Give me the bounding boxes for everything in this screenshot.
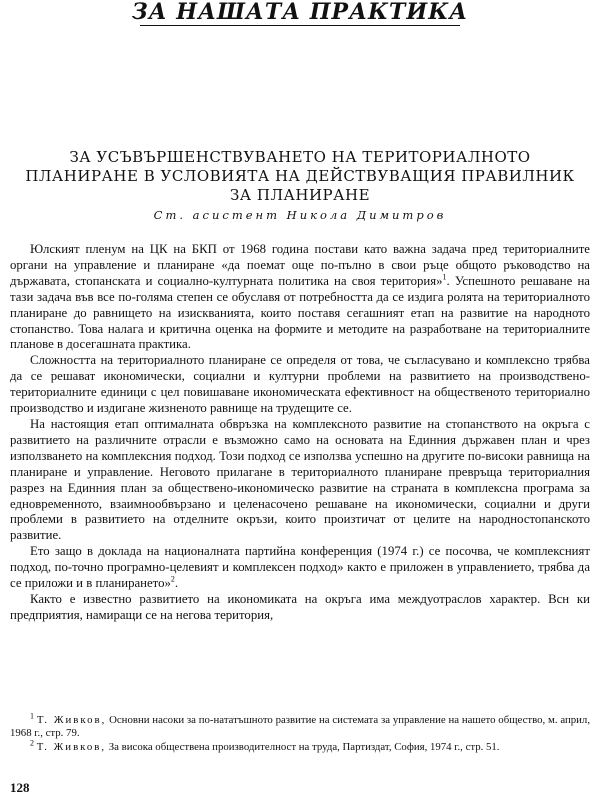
paragraph-text: . — [174, 576, 179, 591]
footnote-ref: 2 — [170, 574, 175, 584]
footnote-text: Основни насоки за по-нататъшното развитие на системата за управление на нашето общество, м. април, 1968 г., стр. 79. — [10, 714, 591, 740]
footnotes — [10, 711, 591, 754]
paragraph-text: . Успешното решаване на тази задача във все по-голяма степен се обуславя от потребността да се издига ролята на териториалното планиране до равнището на изискванията, които поставя сегашният етап на развитие на народното стопанство. Това налага и критична оценка на формите и методите на разработване на териториалните планове в досегашната практика. — [10, 273, 590, 352]
article-title-line: ЗА УСЪВЪРШЕНСТВУВАНЕТО НА ТЕРИТОРИАЛНОТО — [69, 148, 531, 166]
footnote-author: Т. Живков, — [36, 740, 107, 753]
paragraph — [10, 242, 590, 353]
paragraph — [10, 353, 590, 417]
paragraph-text: Както е известно развитието на икономиката на окръга има междуотраслов характер. Всн ки предприятия, намиращи се на негова територия, — [10, 591, 590, 622]
footnote — [10, 738, 590, 754]
paragraph-text: Ето защо в доклада на националната партийна конференция (1974 г.) се посочва, че комплексният подход, по-точно програмно-целевият и комплексен подход» както е приложен в управлението, трябва да се приложи и в планирането» — [10, 544, 590, 591]
article-body — [10, 242, 590, 624]
paragraph — [10, 417, 590, 544]
section-title: ЗА НАШАТА ПРАКТИКА — [131, 0, 469, 25]
article-title-line: ПЛАНИРАНЕ В УСЛОВИЯТА НА ДЕЙСТВУВАЩИЯ ПРАВИЛНИК — [25, 167, 575, 185]
footnote-author: Т. Живков, — [36, 714, 107, 726]
section-title-rule — [140, 25, 460, 26]
footnote-mark: 2 — [30, 738, 34, 748]
article-title — [20, 148, 580, 205]
page-number: 128 — [10, 780, 30, 795]
paragraph-text: На настоящия етап оптималната обвръзка на комплексното развитие на стопанството на окръга с развитието на различните отрасли е възможно само на основата на Единния държавен план и чрез използването на комплексния подход. Този подход се използва успешно на другите по-високи равнища на планиране и управление. Неговото прилагане в териториалното планиране превръща териториалния разрез на Единния план за обществено-икономическо развитие на страната в комплексна програма за едновременното, взаимнообвързано и целенасочено решаване на икономически, социални и други проблеми в развитието на отделните окръзи, които произтичат от целите на народностопанското развитие. — [10, 416, 590, 543]
footnote-ref: 1 — [442, 272, 447, 282]
paragraph — [10, 544, 590, 592]
article-title-line: ЗА ПЛАНИРАНЕ — [229, 186, 371, 204]
footnote — [10, 711, 591, 741]
paragraph — [10, 592, 590, 624]
footnote-mark: 1 — [30, 711, 34, 721]
footnote-text: За висока обществена производителност на труда, Партиздат, София, 1974 г., стр. 51. — [108, 740, 500, 753]
paragraph-text: Юлският пленум на ЦК на БКП от 1968 година постави като важна задача пред териториалните органи на управление и планиране «да поемат още по-пълно в свои ръце общото ръководство на държавата, стопанската и социално-културната политика на своя територия» — [10, 242, 590, 288]
byline: Ст. асистент Никола Димитров — [153, 208, 447, 222]
paragraph-text: Сложността на териториалното планиране се определя от това, че съгласувано и комплексно трябва да се решават икономически, социални и културни проблеми на развитието на производствено-териториалните единици с цел повишаване икономическата ефективност на общественото териториално производство и издигане жизненото равнище на трудещите се. — [10, 353, 590, 416]
